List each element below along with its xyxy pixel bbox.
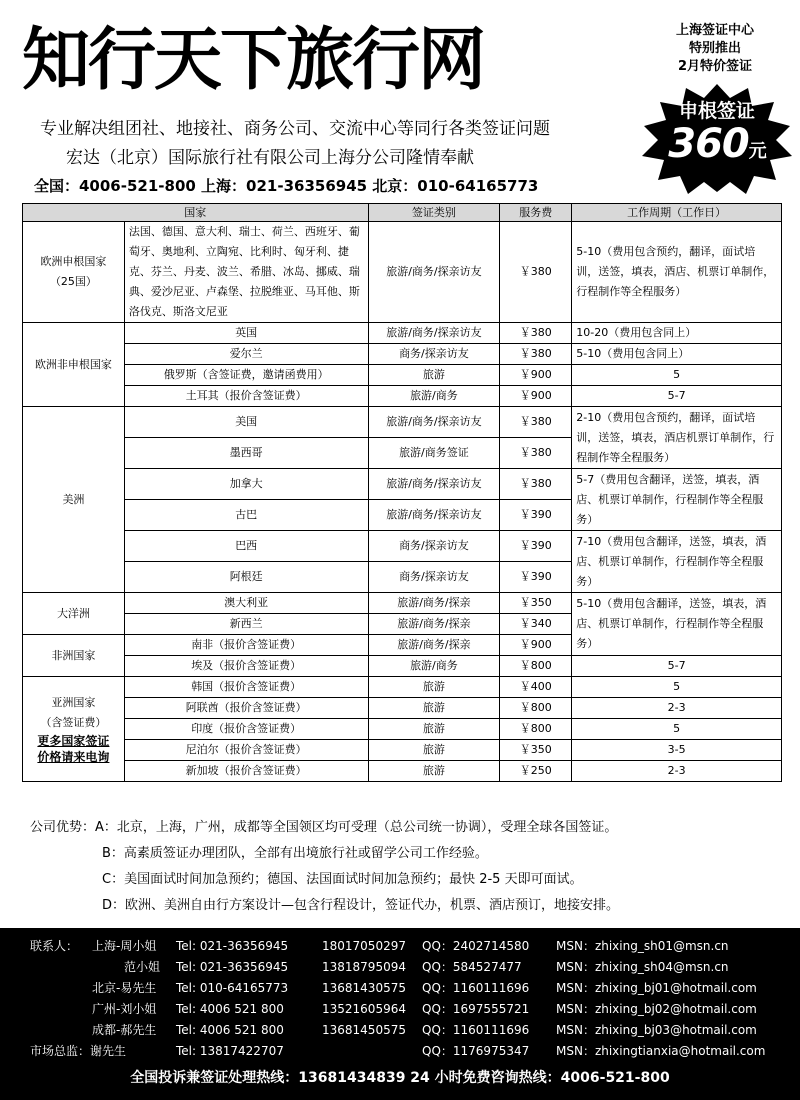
- fee-cell: ￥900: [500, 365, 572, 386]
- visa-type-cell: 旅游/商务/探亲访友: [368, 407, 500, 438]
- region-label: 美洲: [62, 492, 85, 506]
- table-row: [23, 344, 782, 365]
- region-label: 欧洲申根国家: [40, 255, 107, 268]
- more-line: 更多国家签证: [37, 734, 110, 748]
- region-label: 非洲国家: [51, 648, 96, 662]
- advantages-lead: 公司优势：: [30, 820, 96, 835]
- contact-row: [0, 936, 800, 956]
- fee-cell: ￥380: [500, 323, 572, 344]
- contact-name: 北京-易先生: [92, 981, 157, 995]
- promo-line: 2月特价签证: [677, 59, 753, 74]
- country-cell: 新加坡（报价含签证费）: [124, 761, 368, 782]
- company-line: 宏达（北京）国际旅行社有限公司上海分公司隆情奉献: [66, 148, 474, 168]
- contact-qq: QQ：1176975347: [422, 1044, 530, 1058]
- visa-type-cell: 旅游/商务/探亲访友: [368, 500, 500, 531]
- fee-cell: ￥800: [500, 719, 572, 740]
- header-country: 国家: [23, 204, 369, 222]
- visa-type-cell: 旅游/商务/探亲: [368, 614, 500, 635]
- hotline: 全国投诉兼签证处理热线：13681434839 24 小时免费咨询热线：4006-521-800: [130, 1070, 670, 1086]
- page-title: 知行天下旅行网: [22, 21, 485, 100]
- region-cell: [23, 593, 125, 635]
- contact-name: 上海-周小姐: [92, 939, 157, 953]
- contact-msn: MSN：zhixing_bj01@hotmail.com: [556, 981, 757, 995]
- contact-tel: Tel: 021-36356945: [176, 960, 289, 974]
- table-row: [23, 386, 782, 407]
- period-cell: 2-3: [572, 698, 782, 719]
- visa-type-cell: 旅游/商务: [368, 656, 500, 677]
- region-label: （25国）: [49, 275, 97, 288]
- contact-name: 范小姐: [124, 960, 161, 974]
- fee-cell: ￥900: [500, 386, 572, 407]
- country-cell: 巴西: [124, 531, 368, 562]
- contact-tel: Tel: 4006 521 800: [176, 1002, 284, 1016]
- period-cell: 10-20（费用包含同上）: [572, 323, 782, 344]
- country-cell: 韩国（报价含签证费）: [124, 677, 368, 698]
- fee-cell: ￥390: [500, 531, 572, 562]
- period-cell: 5-10（费用包含翻译，送签，填表，酒店、机票订单制作，行程制作等全程服务）: [572, 593, 782, 656]
- region-cell: [23, 407, 125, 593]
- period-cell: 2-10（费用包含预约，翻译，面试培训，送签，填表，酒店机票订单制作，行程制作等全程服务）: [572, 407, 782, 469]
- visa-type-cell: 旅游/商务/探亲访友: [368, 222, 500, 323]
- contact-qq: QQ：2402714580: [422, 939, 530, 953]
- visa-type-cell: 旅游/商务/探亲访友: [368, 323, 500, 344]
- visa-type-cell: 商务/探亲访友: [368, 344, 500, 365]
- contact-row: [0, 978, 800, 998]
- table-row: [23, 323, 782, 344]
- contact-row: [0, 957, 800, 977]
- contact-msn: MSN：zhixing_sh01@msn.cn: [556, 939, 729, 953]
- contact-qq: QQ：584527477: [422, 960, 522, 974]
- contact-tel: Tel: 13817422707: [176, 1044, 284, 1058]
- fee-cell: ￥380: [500, 407, 572, 438]
- country-cell: 古巴: [124, 500, 368, 531]
- price-badge: [642, 100, 792, 174]
- country-cell: 澳大利亚: [124, 593, 368, 614]
- contact-mobile: 13681450575: [322, 1023, 406, 1037]
- visa-type-cell: 旅游: [368, 761, 500, 782]
- country-cell: 加拿大: [124, 469, 368, 500]
- table-row: [23, 656, 782, 677]
- period-cell: 5-7（费用包含翻译，送签，填表，酒店、机票订单制作，行程制作等全程服务）: [572, 469, 782, 531]
- visa-type-cell: 旅游/商务/探亲: [368, 593, 500, 614]
- promo-box: [640, 22, 790, 76]
- fee-cell: ￥800: [500, 656, 572, 677]
- burst-unit: 元: [748, 141, 766, 162]
- country-cell: 美国: [124, 407, 368, 438]
- period-cell: 5: [572, 365, 782, 386]
- contact-mobile: 13521605964: [322, 1002, 406, 1016]
- visa-type-cell: 商务/探亲访友: [368, 531, 500, 562]
- visa-type-cell: 旅游: [368, 740, 500, 761]
- subtitle: 专业解决组团社、地接社、商务公司、交流中心等同行各类签证问题: [40, 119, 550, 139]
- header-type: 签证类别: [368, 204, 500, 222]
- table-row: [23, 719, 782, 740]
- header-fee: 服务费: [500, 204, 572, 222]
- period-cell: 5: [572, 677, 782, 698]
- table-row: [23, 698, 782, 719]
- country-cell: 爱尔兰: [124, 344, 368, 365]
- visa-type-cell: 旅游/商务: [368, 386, 500, 407]
- visa-type-cell: 旅游: [368, 365, 500, 386]
- contact-qq: QQ：1160111696: [422, 981, 530, 995]
- country-cell: 阿根廷: [124, 562, 368, 593]
- header-period: 工作周期（工作日）: [572, 204, 782, 222]
- fee-cell: ￥250: [500, 761, 572, 782]
- advantages-section: [30, 815, 790, 919]
- region-cell: [23, 323, 125, 407]
- country-cell: 英国: [124, 323, 368, 344]
- visa-type-cell: 旅游/商务/探亲访友: [368, 469, 500, 500]
- region-cell: [23, 222, 125, 323]
- contact-footer: [0, 928, 800, 1100]
- contact-qq: QQ：1160111696: [422, 1023, 530, 1037]
- promo-line: 特别推出: [688, 41, 741, 56]
- burst-price: 360: [668, 121, 749, 167]
- contact-tel: Tel: 4006 521 800: [176, 1023, 284, 1037]
- fee-cell: ￥350: [500, 593, 572, 614]
- country-cell: 土耳其（报价含签证费）: [124, 386, 368, 407]
- table-row: [23, 531, 782, 562]
- table-header-row: [23, 204, 782, 222]
- visa-type-cell: 商务/探亲访友: [368, 562, 500, 593]
- region-label: 欧洲非申根国家: [34, 357, 112, 371]
- period-cell: 5-7: [572, 656, 782, 677]
- advantage-item: C：美国面试时间加急预约；德国、法国面试时间加急预约；最快 2-5 天即可面试。: [102, 872, 583, 887]
- region-cell: [23, 677, 125, 782]
- period-cell: 5-10（费用包含同上）: [572, 344, 782, 365]
- contact-row: [0, 999, 800, 1019]
- table-row: [23, 761, 782, 782]
- country-cell: 俄罗斯（含签证费，邀请函费用）: [124, 365, 368, 386]
- contact-row: [0, 1020, 800, 1040]
- country-cell: 墨西哥: [124, 438, 368, 469]
- fee-cell: ￥380: [500, 469, 572, 500]
- fee-cell: ￥340: [500, 614, 572, 635]
- period-cell: 5-7: [572, 386, 782, 407]
- contact-tel: Tel: 021-36356945: [176, 939, 289, 953]
- table-row: [23, 222, 782, 323]
- fee-cell: ￥380: [500, 222, 572, 323]
- table-row: [23, 407, 782, 438]
- region-label: （含签证费）: [40, 716, 107, 729]
- contact-tel: Tel: 010-64165773: [176, 981, 289, 995]
- visa-type-cell: 旅游/商务签证: [368, 438, 500, 469]
- more-countries-note: [27, 733, 120, 765]
- contact-name: 成都-郝先生: [92, 1023, 157, 1037]
- table-row: [23, 740, 782, 761]
- contact-name: 广州-刘小姐: [92, 1002, 157, 1016]
- visa-type-cell: 旅游/商务/探亲: [368, 635, 500, 656]
- more-line: 价格请来电询: [37, 750, 110, 764]
- period-cell: 2-3: [572, 761, 782, 782]
- contact-label: 市场总监：谢先生: [30, 1044, 127, 1058]
- region-label: 大洋洲: [56, 606, 90, 620]
- contact-mobile: 13818795094: [322, 960, 406, 974]
- fee-cell: ￥380: [500, 438, 572, 469]
- country-cell: 南非（报价含签证费）: [124, 635, 368, 656]
- burst-label: 申根签证: [678, 100, 755, 122]
- fee-cell: ￥400: [500, 677, 572, 698]
- country-cell: 印度（报价含签证费）: [124, 719, 368, 740]
- table-row: [23, 593, 782, 614]
- visa-type-cell: 旅游: [368, 719, 500, 740]
- country-cell: 新西兰: [124, 614, 368, 635]
- period-cell: 3-5: [572, 740, 782, 761]
- contact-msn: MSN：zhixingtianxia@hotmail.com: [556, 1044, 766, 1058]
- phone-line: 全国：4006-521-800 上海：021-36356945 北京：010-64165773: [34, 177, 539, 195]
- visa-type-cell: 旅游: [368, 698, 500, 719]
- table-row: [23, 365, 782, 386]
- fee-cell: ￥390: [500, 500, 572, 531]
- table-row: [23, 677, 782, 698]
- contact-row: [0, 1041, 800, 1061]
- contact-msn: MSN：zhixing_sh04@msn.cn: [556, 960, 729, 974]
- country-cell: 阿联酋（报价含签证费）: [124, 698, 368, 719]
- period-cell: 7-10（费用包含翻译，送签，填表，酒店、机票订单制作，行程制作等全程服务）: [572, 531, 782, 593]
- contact-qq: QQ：1697555721: [422, 1002, 530, 1016]
- country-cell: 法国、德国、意大利、瑞士、荷兰、西班牙、葡萄牙、奥地利、立陶宛、比利时、匈牙利、捷克、芬兰、丹麦、波兰、希腊、冰岛、挪威、瑞典、爱沙尼亚、卢森堡、拉脱维亚、马耳他、斯洛伐克、斯洛文尼亚: [124, 222, 368, 323]
- contact-mobile: 13681430575: [322, 981, 406, 995]
- advantage-item: B：高素质签证办理团队，全部有出境旅行社或留学公司工作经验。: [102, 846, 488, 861]
- visa-price-table: [22, 203, 782, 782]
- fee-cell: ￥900: [500, 635, 572, 656]
- country-cell: 埃及（报价含签证费）: [124, 656, 368, 677]
- region-label: 亚洲国家: [51, 696, 96, 709]
- fee-cell: ￥380: [500, 344, 572, 365]
- period-cell: 5-10（费用包含预约，翻译，面试培训，送签，填表，酒店、机票订单制作，行程制作等全程服务）: [572, 222, 782, 323]
- contact-msn: MSN：zhixing_bj02@hotmail.com: [556, 1002, 757, 1016]
- promo-line: 上海签证中心: [675, 23, 754, 38]
- advantage-item: A：北京，上海，广州，成都等全国领区均可受理（总公司统一协调），受理全球各国签证。: [95, 820, 618, 835]
- visa-type-cell: 旅游: [368, 677, 500, 698]
- contact-msn: MSN：zhixing_bj03@hotmail.com: [556, 1023, 757, 1037]
- country-cell: 尼泊尔（报价含签证费）: [124, 740, 368, 761]
- region-cell: [23, 635, 125, 677]
- contact-label: 联系人：: [30, 939, 79, 953]
- contact-mobile: 18017050297: [322, 939, 406, 953]
- fee-cell: ￥800: [500, 698, 572, 719]
- fee-cell: ￥390: [500, 562, 572, 593]
- fee-cell: ￥350: [500, 740, 572, 761]
- period-cell: 5: [572, 719, 782, 740]
- table-row: [23, 469, 782, 500]
- advantage-item: D：欧洲、美洲自由行方案设计—包含行程设计，签证代办，机票、酒店预订，地接安排。: [102, 898, 620, 913]
